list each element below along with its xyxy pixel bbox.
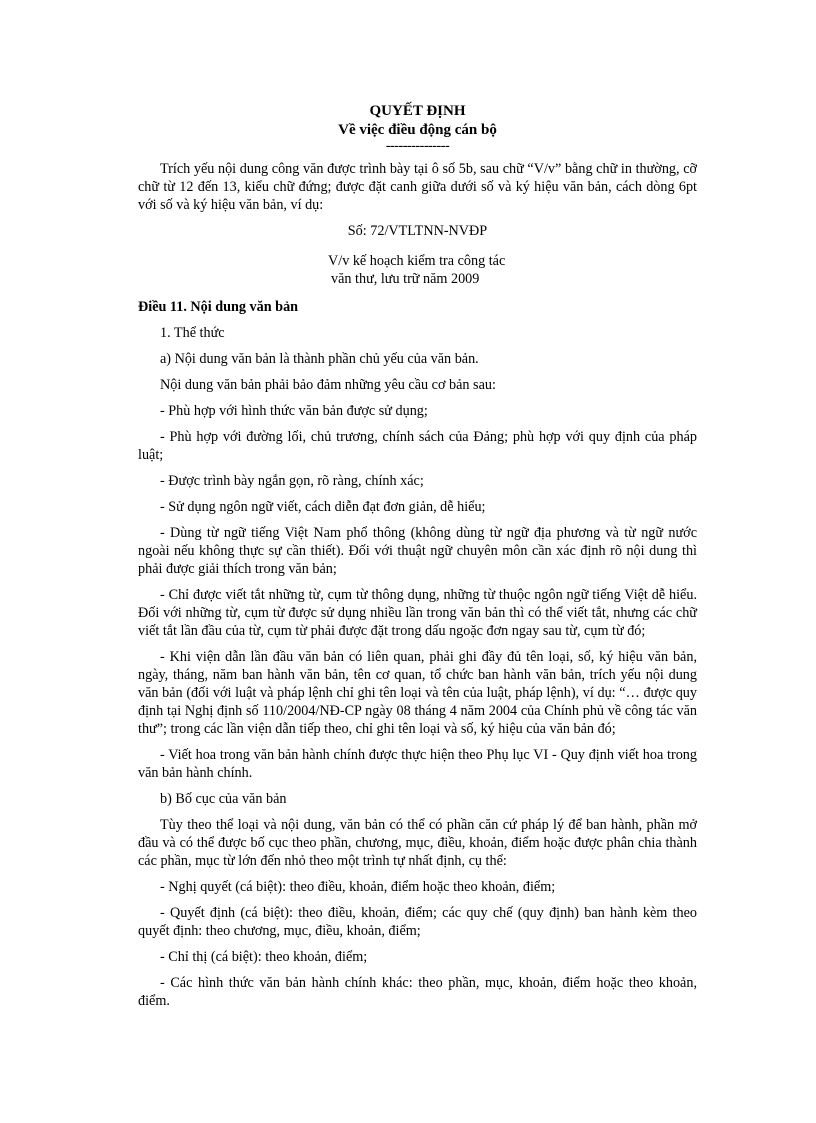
requirement-item: - Chỉ được viết tắt những từ, cụm từ thông dụng, những từ thuộc ngôn ngữ tiếng Việt dễ hiểu. Đối với những từ, cụm từ được sử dụng nhiều lần trong văn bản thì có thể viết tắt, nhưng các chữ viết tắt lần đầu của từ, cụm từ phải được đặt trong dấu ngoặc đơn ngay sau từ, cụm từ đó; bbox=[138, 587, 697, 639]
requirements-intro: Nội dung văn bản phải bảo đảm những yêu cầu cơ bản sau: bbox=[160, 377, 496, 393]
example-subject-line1: V/v kế hoạch kiểm tra công tác bbox=[328, 253, 506, 269]
layout-intro: Tùy theo thể loại và nội dung, văn bản có thể có phần căn cứ pháp lý để ban hành, phần mở đầu và có thể được bố cục theo phần, chương, mục, điều, khoản, điểm hoặc được phân chia thành các phần, mục từ lớn đến nhỏ theo một trình tự nhất định, cụ thể: bbox=[138, 817, 697, 869]
example-subject bbox=[328, 252, 697, 288]
layout-item: - Quyết định (cá biệt): theo điều, khoản, điểm; các quy chế (quy định) ban hành kèm theo quyết định: theo chương, mục, điều, khoản, điểm; bbox=[138, 905, 697, 939]
intro-paragraph: Trích yếu nội dung công văn được trình bày tại ô số 5b, sau chữ “V/v” bằng chữ in thường, cỡ chữ từ 12 đến 13, kiểu chữ đứng; được đặt canh giữa dưới số và ký hiệu văn bản, cách dòng 6pt với số và ký hiệu văn bản, ví dụ: bbox=[138, 161, 697, 213]
requirement-item: - Được trình bày ngắn gọn, rõ ràng, chính xác; bbox=[160, 473, 424, 489]
example-subject-line2: văn thư, lưu trữ năm 2009 bbox=[331, 271, 480, 287]
layout-item: - Nghị quyết (cá biệt): theo điều, khoản, điểm hoặc theo khoản, điểm; bbox=[160, 879, 556, 895]
title-separator: --------------- bbox=[385, 138, 450, 154]
requirement-item: - Sử dụng ngôn ngữ viết, cách diễn đạt đơn giản, dễ hiểu; bbox=[160, 499, 486, 515]
document-subtitle: Về việc điều động cán bộ bbox=[338, 122, 497, 138]
requirement-item: - Dùng từ ngữ tiếng Việt Nam phổ thông (không dùng từ ngữ địa phương và từ ngữ nước ngoài nếu không thực sự cần thiết). Đối với thuật ngữ chuyên môn cần xác định rõ nội dung thì phải được giải thích trong văn bản; bbox=[138, 525, 697, 577]
requirement-item: - Khi viện dẫn lần đầu văn bản có liên quan, phải ghi đầy đủ tên loại, số, ký hiệu văn bản, ngày, tháng, năm ban hành văn bản, tên cơ quan, tổ chức ban hành văn bản, trích yếu nội dung văn bản (đối với luật và pháp lệnh chỉ ghi tên loại và tên của luật, pháp lệnh), ví dụ: “… được quy định tại Nghị định số 110/2004/NĐ-CP ngày 08 tháng 4 năm 2004 của Chính phủ về công tác văn thư”; trong các lần viện dẫn tiếp theo, chỉ ghi tên loại và số, ký hiệu của văn bản đó; bbox=[138, 649, 697, 737]
document-page bbox=[138, 102, 697, 1018]
requirement-item: - Viết hoa trong văn bản hành chính được thực hiện theo Phụ lục VI - Quy định viết hoa trong văn bản hành chính. bbox=[138, 747, 697, 781]
layout-item: - Chỉ thị (cá biệt): theo khoản, điểm; bbox=[160, 949, 368, 965]
section-heading: 1. Thể thức bbox=[160, 325, 225, 341]
document-title: QUYẾT ĐỊNH bbox=[369, 103, 466, 119]
item-a: a) Nội dung văn bản là thành phần chủ yếu của văn bản. bbox=[160, 351, 479, 367]
example-number: Số: 72/VTLTNN-NVĐP bbox=[347, 223, 488, 239]
requirement-item: - Phù hợp với hình thức văn bản được sử dụng; bbox=[160, 403, 428, 419]
article-heading: Điều 11. Nội dung văn bản bbox=[138, 299, 299, 315]
requirement-item: - Phù hợp với đường lối, chủ trương, chính sách của Đảng; phù hợp với quy định của pháp luật; bbox=[138, 429, 697, 463]
layout-item: - Các hình thức văn bản hành chính khác: theo phần, mục, khoản, điểm hoặc theo khoản, điểm. bbox=[138, 975, 697, 1009]
item-b: b) Bố cục của văn bản bbox=[160, 791, 287, 807]
